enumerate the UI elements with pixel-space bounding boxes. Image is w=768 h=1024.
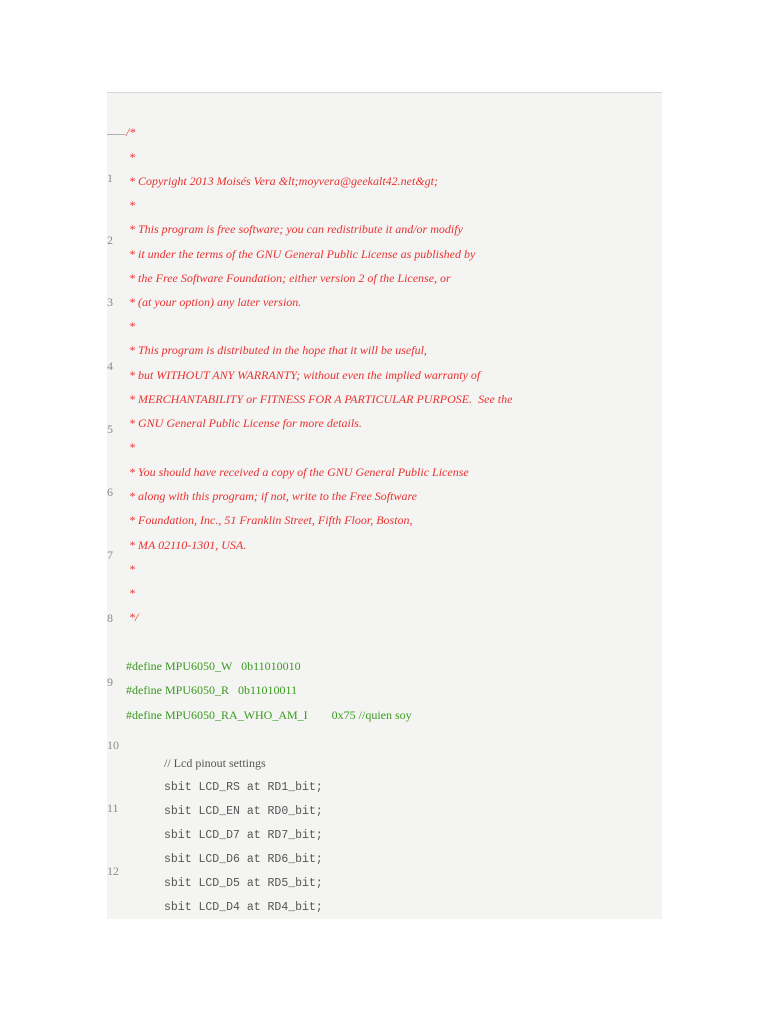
comment-line: * [126, 562, 135, 576]
comment-line: */ [126, 610, 139, 624]
lcd-pin-line: sbit LCD_D4 at RD4_bit; [164, 901, 323, 914]
line-number: 5 [107, 422, 113, 436]
line-number: 10 [107, 738, 119, 752]
comment-line: * the Free Software Foundation; either version 2 of the License, or [126, 271, 451, 285]
line-number: 7 [107, 548, 113, 562]
comment-line: * This program is free software; you can redistribute it and/or modify [126, 222, 463, 236]
line-number: 1 [107, 171, 113, 185]
line-number: 2 [107, 233, 113, 247]
define-line: #define MPU6050_RA_WHO_AM_I 0x75 //quien soy [126, 708, 412, 722]
comment-line: * You should have received a copy of the GNU General Public License [126, 465, 469, 479]
gutter-marker [107, 134, 125, 135]
define-line: #define MPU6050_R 0b11010011 [126, 683, 298, 697]
line-number: 8 [107, 611, 113, 625]
comment-line: * [126, 150, 135, 164]
lcd-pin-line: sbit LCD_RS at RD1_bit; [164, 781, 323, 794]
lcd-comment: // Lcd pinout settings [164, 756, 266, 770]
comment-line: * [126, 586, 135, 600]
comment-line: /* [126, 125, 136, 139]
lcd-pin-line: sbit LCD_D6 at RD6_bit; [164, 853, 323, 866]
define-line: #define MPU6050_W 0b11010010 [126, 659, 301, 673]
line-number: 6 [107, 485, 113, 499]
code-block [107, 92, 662, 919]
comment-line: * it under the terms of the GNU General Public License as published by [126, 247, 476, 261]
line-number: 11 [107, 801, 119, 815]
comment-line: * along with this program; if not, write to the Free Software [126, 489, 417, 503]
line-number: 3 [107, 295, 113, 309]
lcd-pin-line: sbit LCD_D7 at RD7_bit; [164, 829, 323, 842]
comment-line: * [126, 198, 135, 212]
line-number: 9 [107, 675, 113, 689]
comment-line: * This program is distributed in the hope that it will be useful, [126, 343, 427, 357]
line-number: 4 [107, 359, 113, 373]
comment-line: * [126, 440, 135, 454]
lcd-pin-line: sbit LCD_EN at RD0_bit; [164, 805, 323, 818]
comment-line: * GNU General Public License for more details. [126, 416, 362, 430]
line-number: 12 [107, 864, 119, 878]
lcd-pin-line: sbit LCD_D5 at RD5_bit; [164, 877, 323, 890]
comment-line: * but WITHOUT ANY WARRANTY; without even the implied warranty of [126, 368, 481, 382]
comment-line: * MERCHANTABILITY or FITNESS FOR A PARTICULAR PURPOSE. See the [126, 392, 513, 406]
comment-line: * Foundation, Inc., 51 Franklin Street, Fifth Floor, Boston, [126, 513, 413, 527]
comment-line: * Copyright 2013 Moisés Vera &lt;moyvera@geekalt42.net&gt; [126, 174, 438, 188]
comment-line: * (at your option) any later version. [126, 295, 302, 309]
comment-line: * MA 02110-1301, USA. [126, 538, 247, 552]
comment-line: * [126, 319, 135, 333]
